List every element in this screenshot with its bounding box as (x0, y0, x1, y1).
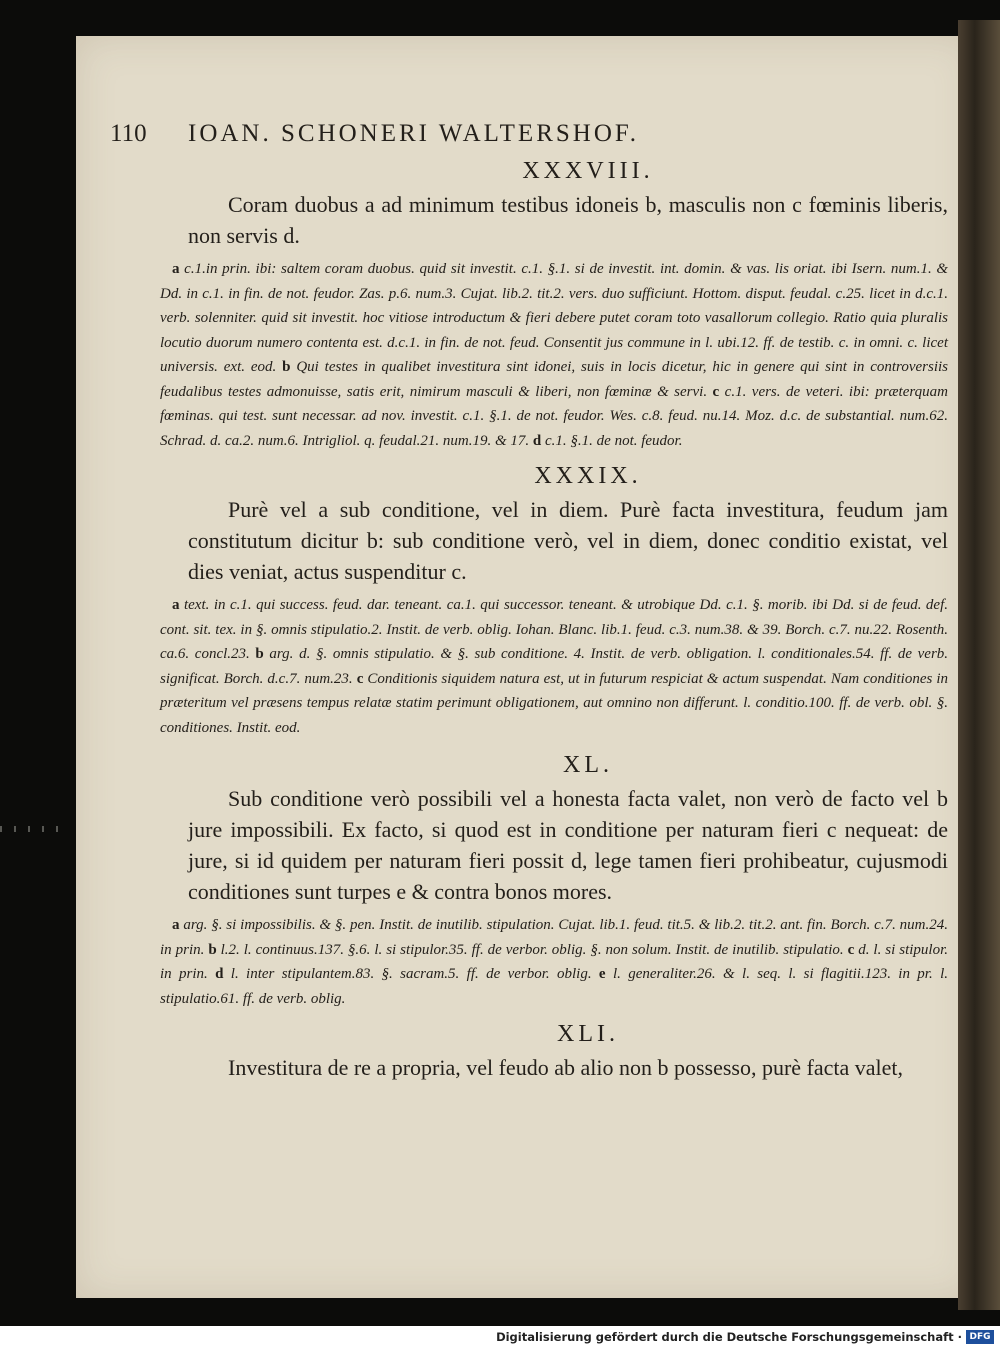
note-text: l. generaliter.26. & l. seq. l. si flagitii.123. in pr. l. stipulatio.61. ff. de verb. oblig. (160, 966, 948, 1007)
section-xl (160, 752, 948, 1011)
running-head (110, 120, 948, 156)
note-text: d. l. si stipulor. in prin. (160, 941, 948, 982)
section-text: Investitura de re a propria, vel feudo ab alio non b possesso, purè facta valet, (228, 1055, 904, 1080)
note-text: l.2. l. continuus.137. §.6. l. si stipulor.35. ff. de verbor. oblig. §. non solum. Instit. de inutilib. stipulatio. (220, 941, 844, 958)
book-spine (958, 20, 1000, 1310)
note-marker: c (847, 941, 855, 958)
note-text: c.1. §.1. de not. feudor. (545, 432, 683, 449)
note-marker: a (172, 597, 180, 613)
note-marker: e (598, 966, 606, 982)
section-numeral: XXXVIII. (522, 158, 654, 184)
note-marker: d (215, 966, 224, 982)
dfg-logo: DFG (966, 1330, 994, 1344)
note-marker: a (172, 261, 180, 277)
section-numeral: XL. (563, 752, 613, 778)
section-numeral: XXXIX. (534, 463, 642, 489)
note-text: l. inter stipulantem.83. §. sacram.5. ff. de verbor. oblig. (230, 966, 592, 982)
note-marker: a (172, 917, 180, 933)
section-xli (188, 1021, 948, 1083)
section-xxxviii (160, 158, 949, 453)
note-text: text. in c.1. qui success. feud. dar. teneant. ca.1. qui successor. teneant. & utrobique Dd. c.1. §. morib. ibi Dd. si de feud. def. cont. sit. tex. in §. omnis stipulatio.2. Instit. de verb. oblig. Iohan. Blanc. lib.1. feud. c.3. num.38. & 39. Borch. c.7. nu.22. Rosenth. ca.6. concl.23. (160, 597, 948, 662)
note-marker: b (282, 359, 291, 375)
note-text: Qui testes in qualibet investitura sint idonei, suis in locis dicetur, hic in genere qui sint in controversiis feudalibus testes admonuisse, satis erit, nimirum masculi & liberi, non fœminæ & servi. (160, 359, 949, 400)
note-marker: d (532, 432, 542, 449)
section-text: Sub conditione verò possibili vel a honesta facta valet, non verò de facto vel b jure impossibili. Ex facto, si quod est in conditione per naturam fieri c nequeat: de jure, si id quidem per naturam fieri possit d, lege tamen fieri prohibeatur, cujusmodi conditiones sunt turpes e & contra bonos mores. (188, 786, 948, 904)
section-text: Purè vel a sub conditione, vel in diem. Purè facta investitura, feudum jam constitutum dicitur b: sub conditione verò, vel in diem, donec conditio existat, vel dies veniat, actus suspenditur c. (188, 497, 948, 584)
funding-credit: Digitalisierung gefördert durch die Deutsche Forschungsgemeinschaft · (496, 1330, 962, 1344)
note-text: c.1.in prin. ibi: saltem coram duobus. quid sit investit. c.1. §.1. si de investit. int. domin. & vas. lis oriat. ibi Isern. num.1. & Dd. in c.1. in fin. de not. feudor. Zas. p.6. num.3. Cujat. lib.2. tit.2. vers. duo sufficiunt. Hottom. disput. feudal. c.25. licet in d.c.1. verb. solenniter. quid sit investit. hoc vitiose introductum & fieri debere putet coram toto vasallorum collegio. Ratio quia pluralis locutio duorum numero contenta est. d.c.1. in fin. de not. feud. Consentit jus commune in l. ubi.12. ff. de testib. c. in omni. c. licet universis. ext. eod. (160, 261, 948, 375)
note-marker: c (356, 670, 364, 687)
note-text: Conditionis siquidem natura est, ut in futurum respiciat & actum suspendat. Nam conditiones in præteritum vel præsens tempus relatæ statim perimunt obligationem, aut omnino non differunt. l. conditio.100. ff. de verb. obl. §. conditiones. Instit. eod. (160, 670, 949, 736)
page-text (110, 120, 949, 1083)
note-text: arg. d. §. omnis stipulatio. & §. sub conditione. 4. Instit. de verb. obligation. l. conditionales.54. ff. de verb. significat. Borch. d.c.7. num.23. (160, 646, 949, 687)
digitization-footer (0, 1326, 1000, 1349)
note-marker: b (255, 646, 264, 662)
section-notes (160, 593, 948, 740)
note-marker: b (208, 941, 217, 958)
note-text: arg. §. si impossibilis. & §. pen. Instit. de inutilib. stipulation. Cujat. lib.1. feud. tit.5. & lib.2. tit.2. ant. fin. Borch. c.7. num.24. in prin. (160, 917, 948, 958)
section-xxxix (160, 463, 949, 740)
section-notes (160, 257, 948, 453)
note-marker: c (712, 383, 720, 400)
section-notes (160, 913, 948, 1011)
scan-edge-marks (0, 826, 70, 832)
page-number: 110 (110, 120, 147, 147)
running-title: IOAN. SCHONERI WALTERSHOF. (188, 120, 640, 147)
section-numeral: XLI. (557, 1021, 619, 1047)
note-text: c.1. vers. de veteri. ibi: præterquam fœminas. qui test. sunt necessar. ad nov. investit. c.1. §.1. de not. feudor. Wes. c.8. feud. nu.14. Moz. d.c. de substantial. num.62. Schrad. d. ca.2. num.6. Intrigliol. q. feudal.21. num.19. & 17. (160, 383, 948, 449)
section-text: Coram duobus a ad minimum testibus idoneis b, masculis non c fœminis liberis, non servis d. (188, 192, 948, 248)
